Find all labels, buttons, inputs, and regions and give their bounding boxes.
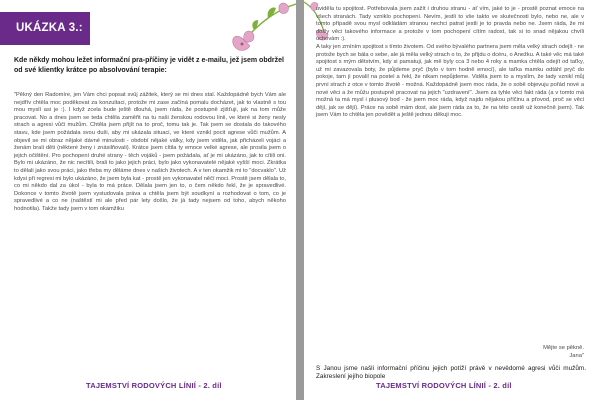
signoff-name: Jana" bbox=[569, 353, 584, 359]
signoff-greeting: Mějte se pěkně. bbox=[543, 345, 584, 351]
flower-branch-icon bbox=[206, 0, 296, 60]
email-text-right: uviděla tu spojitost. Potřebovala jsem zažít i druhou stranu - ať vím, jaké to je - prostě poznat emoce na všech stranách. Tady vzniklo pochopení. Nevím, jestli to vše takto ve skutečnosti bylo, nebo ne, ale v tomto případě svou mysl odkládám stranou nechci patrat jestli je to pravda nebo ne. Jsem ráda, že mi došly věci takového informace a protože v tom pochopení cítím radost, tak si to snad nějakou chvíli uchovám :). A taky jen zmíním spojitost s tímto životem. Od svého bývalého partnera jsem měla velký strach odejít - ne protože bych se bála o sebe, ale já měla velký strach o to, že přijdu o dcéru, o Anežku. A také věc má také spojitost s mým dětstvím, kdy si pamatuji, jak mě byly cca 3 nebo 4 roky a mamka chtěla odejít od taťky, už mi zavazovala boty, že půjdeme pryč (bylo v tom hodně emocí), ale taťka mamku odtáhl pryč do pokoje, tam ji povalil na postel a řekl, že nikam nepůjdeme. Viděla jsem to a myslím, že tady vznikl můj první strach z otce v tomto životě - možná. Každopádně jsem moc ráda, že o sobě objevuju pořád nové a nové věci a že můžu postupně pracovat na jejich "uzdravení". Jsem za tyhle věci fakt ráda (a v tomto má možná ta má mysl i plusový bod - že jsem moc ráda, když najdu nějakou příčinu a pťovod, proč se věci dějí, jak se dějí). Práce na sobě mám dost, ale jsem ráda za to, že na této cestě už konečně jsem). Tak jsem Vám to chtěla jen povědět a ještě jednou děkuji moc. bbox=[316, 6, 584, 119]
example-badge: UKÁZKA 3.: bbox=[0, 12, 90, 45]
intro-paragraph: Kde někdy mohou ležet informační pra-příčiny je vidět z e-mailu, jež jsem obdržel od své klientky krátce po absolvování terapie: bbox=[14, 57, 284, 74]
left-page bbox=[0, 0, 296, 400]
page-footer-right: TAJEMSTVÍ RODOVÝCH LÍNIÍ - 2. díl bbox=[376, 381, 512, 390]
right-page bbox=[304, 0, 600, 400]
page-footer-left: TAJEMSTVÍ RODOVÝCH LÍNIÍ - 2. díl bbox=[86, 381, 222, 390]
email-text-left: "Pěkný den Radomíre, jen Vám chci popsat svůj zážitek, který se mi dnes stal. Každopádně bych Vám ale nejdřív chtěla moc poděkovat za konzultaci, protože mi zase začíná pomalu docházet, jak to vlastně s tou mou myslí asi je :). I když zcela bude ještě dlouhá, jsem ráda, že postupně zjišťuji, jak na tom může pracovat. No a dnes jsem se teda chtěla zaměřit na tu naši ženskou rodovou linii, ve které si ženy nesly strach a agresi vůči mužům. Chtěla jsem přijít na to proč, tomu tak je. Tak jsem se dostala do takového stavu, kde jsem požádala svou duši, aby mi ukázala situaci, ve které vznikl pocit agrese vůči mužům. A objevil se mi obraz nějaké dávné minulosti - období nějaké války, kdy jsem viděla, jak přicházeli vojáci a ženám brali děti (některé ženy i znásilňovali). Krátce jsem cítila ty emoce velké agrese, ale prosila jsem o jejich očištění. Pro pochopení druhé strany - těch vojáků - jsem požádala, ať je mi ukázáno, jak to cítili oni. Bylo mi ukázáno, že nic necítili, brali to jako jejich práci, bylo jako vykonavatelé nějaké vyšší moci. Zkrátka to dělali jako svou práci, jako třeba my děláme dnes v našich životech. A v ten okamžik mi to "docvaklo". Už kdysi při regresi mi bylo ukázáno, že jsem byla kat - prostě jen vykonavatel něčí moci. Prostě jsem dělala to, co mi někdo dal za úkol - byla to má práce. Dělala jsem jen to, o čem někdo řekl, že je spravedlivé. Dokonce v tomto životě jsem vystudovala práva a chtěla jsem být soudkyní a rozhodovat o tom, co je spravedlivé a co ne (naštěstí mi ale před pár lety došlo, že já tady nejsem od toho, abych někoho hodnotila). Takže tady jsem v tom okamžiku bbox=[14, 92, 286, 212]
closing-paragraph: S Janou jsme našli informační příčinu jejich potíží právě v nevědomé agresi vůči mužům. Zakreslení jejího biopole bbox=[316, 365, 586, 381]
